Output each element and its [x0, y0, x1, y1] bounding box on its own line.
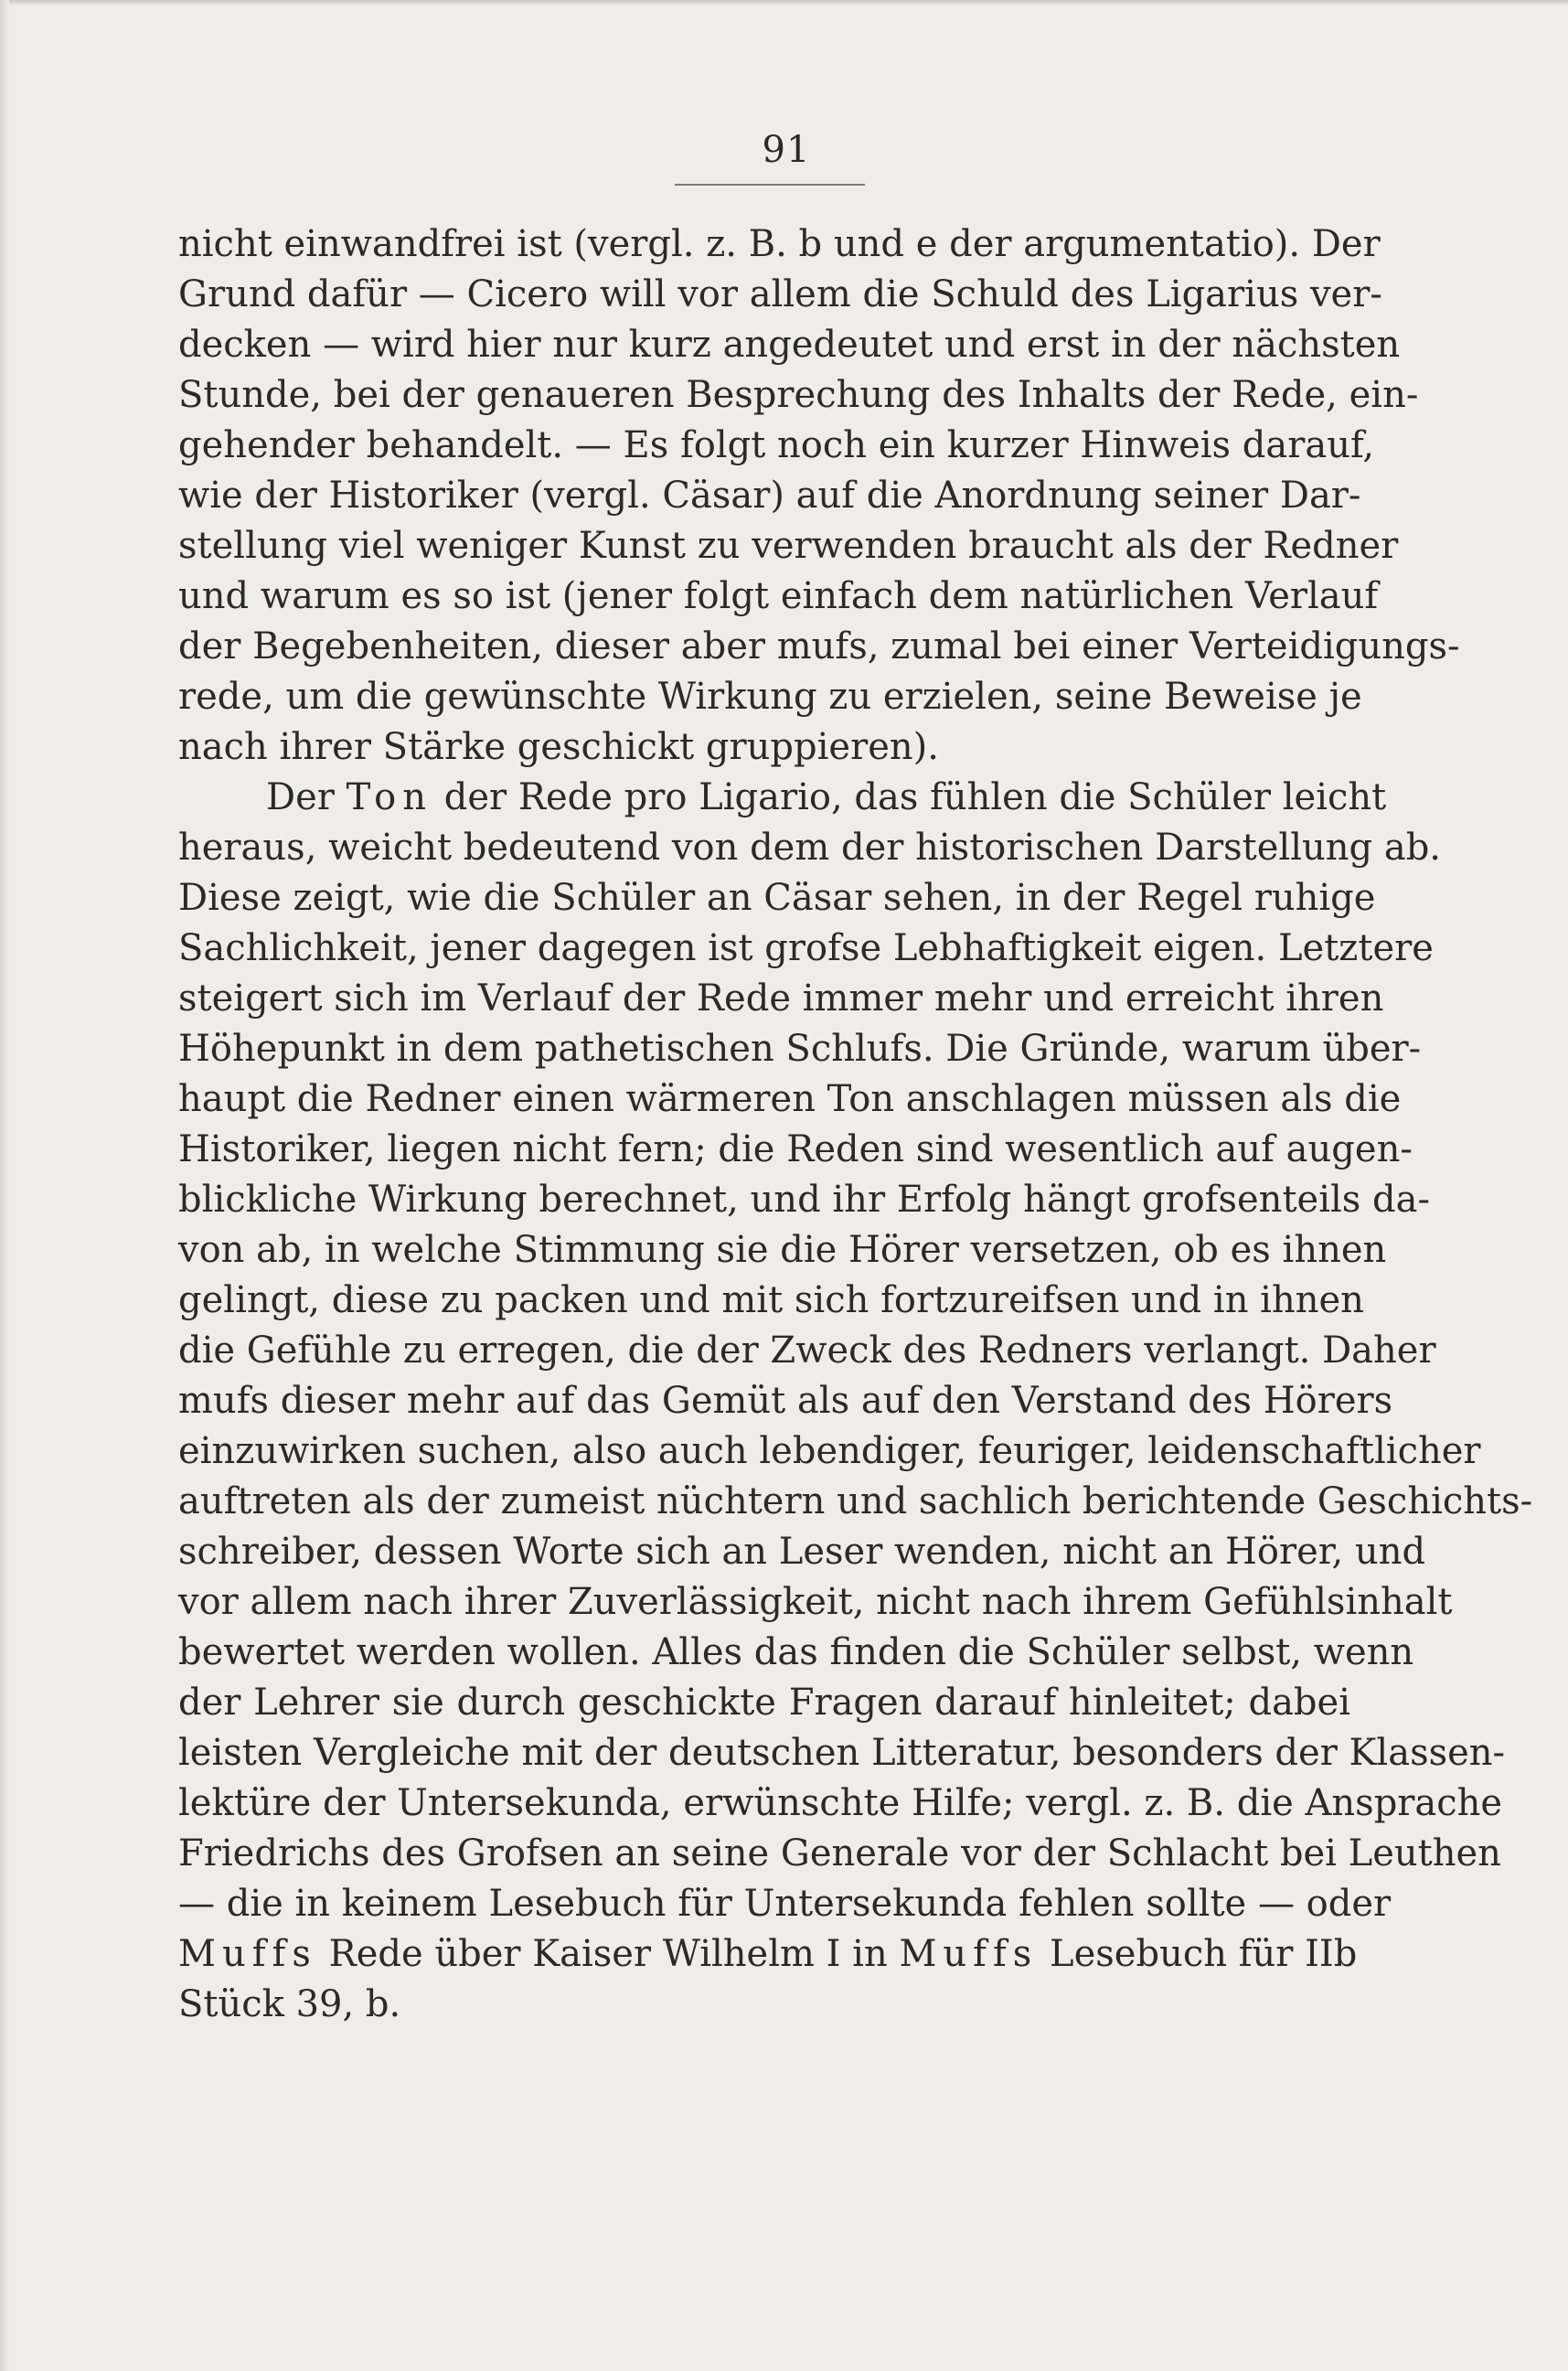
text-run: Lesebuch für IIb: [1038, 1933, 1358, 1975]
text-line: steigert sich im Verlauf der Rede immer mehr und erreicht ihren: [178, 977, 1384, 1020]
text-line: Höhepunkt in dem pathetischen Schlufs. Die Gründe, warum über-: [178, 1028, 1422, 1070]
text-run: Der: [266, 776, 347, 818]
emphasized-word: Muffs: [899, 1933, 1039, 1975]
text-line: Historiker, liegen nicht fern; die Reden sind wesentlich auf augen-: [178, 1128, 1413, 1170]
text-line: Sachlichkeit, jener dagegen ist grofse Lebhaftigkeit eigen. Letztere: [178, 927, 1434, 969]
text-line: Stunde, bei der genaueren Besprechung des Inhalts der Rede, ein-: [178, 374, 1419, 416]
text-line: nicht einwandfrei ist (vergl. z. B. b und e der argumentatio). Der: [178, 223, 1381, 265]
text-line: Friedrichs des Grofsen an seine Generale vor der Schlacht bei Leuthen: [178, 1832, 1501, 1874]
text-line: heraus, weicht bedeutend von dem der historischen Darstellung ab.: [178, 827, 1442, 869]
text-line: gelingt, diese zu packen und mit sich fortzureifsen und in ihnen: [178, 1279, 1364, 1321]
paragraph-1: [178, 219, 1460, 773]
text-line: rede, um die gewünschte Wirkung zu erzielen, seine Beweise je: [178, 676, 1362, 718]
text-line: lektüre der Untersekunda, erwünschte Hilfe; vergl. z. B. die Ansprache: [178, 1782, 1503, 1824]
text-line: gehender behandelt. — Es folgt noch ein kurzer Hinweis darauf,: [178, 424, 1375, 466]
page-number: 91: [762, 129, 811, 171]
text-line: blickliche Wirkung berechnet, und ihr Erfolg hängt grofsenteils da-: [178, 1179, 1430, 1221]
text-line: der Begebenheiten, dieser aber mufs, zumal bei einer Verteidigungs-: [178, 625, 1460, 668]
text-line: der Lehrer sie durch geschickte Fragen darauf hinleitet; dabei: [178, 1682, 1350, 1724]
text-line: wie der Historiker (vergl. Cäsar) auf die Anordnung seiner Dar-: [178, 475, 1361, 517]
emphasized-word: Ton: [346, 776, 432, 818]
text-line: mufs dieser mehr auf das Gemüt als auf den Verstand des Hörers: [178, 1380, 1393, 1422]
text-line: [178, 773, 1387, 823]
text-line: auftreten als der zumeist nüchtern und sachlich berichtende Geschichts-: [178, 1480, 1533, 1522]
body-text: [178, 219, 1533, 2030]
text-line: von ab, in welche Stimmung sie die Hörer versetzen, ob es ihnen: [178, 1229, 1387, 1271]
page-left-shadow: [0, 0, 9, 2371]
text-line: die Gefühle zu erregen, die der Zweck des Redners verlangt. Daher: [178, 1330, 1436, 1372]
text-line: haupt die Redner einen wärmeren Ton anschlagen müssen als die: [178, 1078, 1402, 1120]
text-line: stellung viel weniger Kunst zu verwenden braucht als der Redner: [178, 525, 1399, 567]
text-line: Grund dafür — Cicero will vor allem die Schuld des Ligarius ver-: [178, 273, 1382, 315]
header-rule: [675, 184, 865, 186]
text-line: Stück 39, b.: [178, 1983, 401, 2025]
text-line: decken — wird hier nur kurz angedeutet und erst in der nächsten: [178, 324, 1401, 366]
text-line: bewertet werden wollen. Alles das finden die Schüler selbst, wenn: [178, 1631, 1414, 1673]
text-line: vor allem nach ihrer Zuverlässigkeit, nicht nach ihrem Gefühlsinhalt: [178, 1581, 1453, 1623]
text-run: Rede über Kaiser Wilhelm I in: [316, 1933, 900, 1975]
page-top-shadow: [0, 0, 1568, 5]
text-line: Diese zeigt, wie die Schüler an Cäsar sehen, in der Regel ruhige: [178, 877, 1376, 919]
emphasized-word: Muffs: [178, 1933, 317, 1975]
text-line: und warum es so ist (jener folgt einfach dem natürlichen Verlauf: [178, 575, 1379, 617]
text-line: — die in keinem Lesebuch für Untersekunda fehlen sollte — oder: [178, 1883, 1392, 1925]
text-line: leisten Vergleiche mit der deutschen Litteratur, besonders der Klassen-: [178, 1732, 1506, 1774]
paragraph-2: [178, 773, 1533, 2030]
text-line: schreiber, dessen Worte sich an Leser wenden, nicht an Hörer, und: [178, 1531, 1426, 1573]
text-line: [178, 1929, 1358, 1980]
text-line: einzuwirken suchen, also auch lebendiger, feuriger, leidenschaftlicher: [178, 1430, 1481, 1472]
text-run: der Rede pro Ligario, das fühlen die Schüler leicht: [432, 776, 1387, 818]
text-line: nach ihrer Stärke geschickt gruppieren).: [178, 726, 939, 768]
